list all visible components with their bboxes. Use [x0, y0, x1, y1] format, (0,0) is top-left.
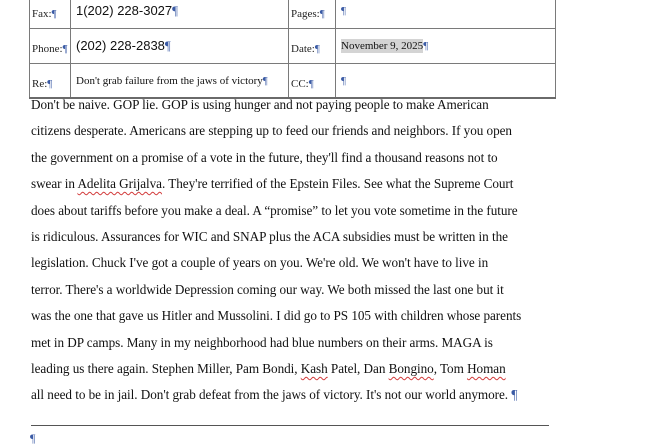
pilcrow-mark: ¶: [51, 8, 57, 20]
pilcrow-mark: ¶: [172, 3, 179, 18]
body-line: does about tariffs before you make a deal. A “promise” to let you vote sometime in the future: [31, 202, 518, 218]
body-line-text: leading us there again. Stephen Miller, Pam Bondi,: [31, 361, 301, 377]
date-field[interactable]: November 9, 2025: [341, 40, 424, 52]
horizontal-rule: [31, 425, 549, 426]
date-value-cell[interactable]: [336, 29, 556, 64]
phone-label-cell[interactable]: [30, 29, 71, 64]
pilcrow-mark: ¶: [319, 8, 325, 20]
pilcrow-mark: ¶: [164, 38, 171, 53]
body-line: [31, 171, 561, 197]
date-label: Date:: [291, 43, 315, 55]
date-label-cell[interactable]: [289, 29, 336, 64]
body-line: citizens desperate. Americans are stepping up to feed our friends and neighbors. If you open: [31, 123, 512, 139]
body-line: met in DP camps. Many in my neighborhood had blue numbers on their arms. MAGA is: [31, 334, 493, 350]
spelling-flagged-word[interactable]: Homan: [467, 361, 506, 377]
fax-value-cell[interactable]: [71, 0, 289, 29]
body-line-text: all need to be in jail. Don't grab defeat from the jaws of victory. It's not our world anymore.: [31, 387, 512, 403]
pilcrow-mark: ¶: [314, 43, 320, 55]
body-line-text: swear in: [31, 176, 78, 192]
body-line: the government on a promise of a vote in the future, they'll find a thousand reasons not to: [31, 149, 498, 165]
fax-label-cell[interactable]: [30, 0, 71, 29]
pilcrow-mark: ¶: [30, 431, 36, 445]
pilcrow-mark: ¶: [511, 387, 518, 403]
fax-value: 1(202) 228-3027: [76, 3, 173, 18]
body-line: Don't be naive. GOP lie. GOP is using hunger and not paying people to make American: [31, 97, 489, 112]
pilcrow-mark: ¶: [423, 40, 429, 52]
phone-value: (202) 228-2838: [76, 38, 165, 53]
pages-label-cell[interactable]: [289, 0, 336, 29]
pages-value-cell[interactable]: [336, 0, 556, 29]
pilcrow-mark: ¶: [341, 5, 346, 17]
body-line: legislation. Chuck I've got a couple of years on you. We're old. We won't have to live in: [31, 255, 489, 271]
pilcrow-mark: ¶: [341, 74, 346, 87]
body-line: is ridiculous. Assurances for WIC and SNAP plus the ACA subsidies must be written in the: [31, 229, 508, 245]
fax-header-table: [29, 0, 556, 99]
pilcrow-mark: ¶: [262, 74, 268, 87]
spelling-flagged-word[interactable]: Adelita Grijalva: [77, 176, 162, 192]
phone-row: [30, 29, 556, 64]
letter-body[interactable]: [31, 92, 561, 409]
pilcrow-mark: ¶: [308, 77, 314, 90]
re-value: Don't grab failure from the jaws of victory: [76, 74, 263, 87]
spelling-flagged-word[interactable]: Kash: [300, 361, 328, 377]
phone-label: Phone:: [32, 43, 63, 55]
body-line: terror. There's a worldwide Depression coming our way. We both missed the last one but it: [31, 281, 504, 297]
re-label: Re:: [32, 77, 48, 90]
body-line-text: , Tom: [433, 361, 468, 377]
body-line: [31, 356, 561, 382]
body-line-text: Patel, Dan: [327, 361, 389, 377]
body-line: [31, 382, 561, 408]
pilcrow-mark: ¶: [47, 77, 53, 90]
body-line: was the one that gave us Hitler and Mussolini. I did go to PS 105 with children whose parents: [31, 308, 522, 324]
fax-label: Fax:: [32, 8, 52, 20]
fax-row: [30, 0, 556, 29]
pilcrow-mark: ¶: [62, 43, 68, 55]
spelling-flagged-word[interactable]: Bongino: [388, 361, 434, 377]
phone-value-cell[interactable]: [71, 29, 289, 64]
pages-label: Pages:: [291, 8, 320, 20]
cc-label: CC:: [291, 77, 309, 90]
body-line-text: . They're terrified of the Epstein Files. See what the Supreme Court: [161, 176, 514, 192]
